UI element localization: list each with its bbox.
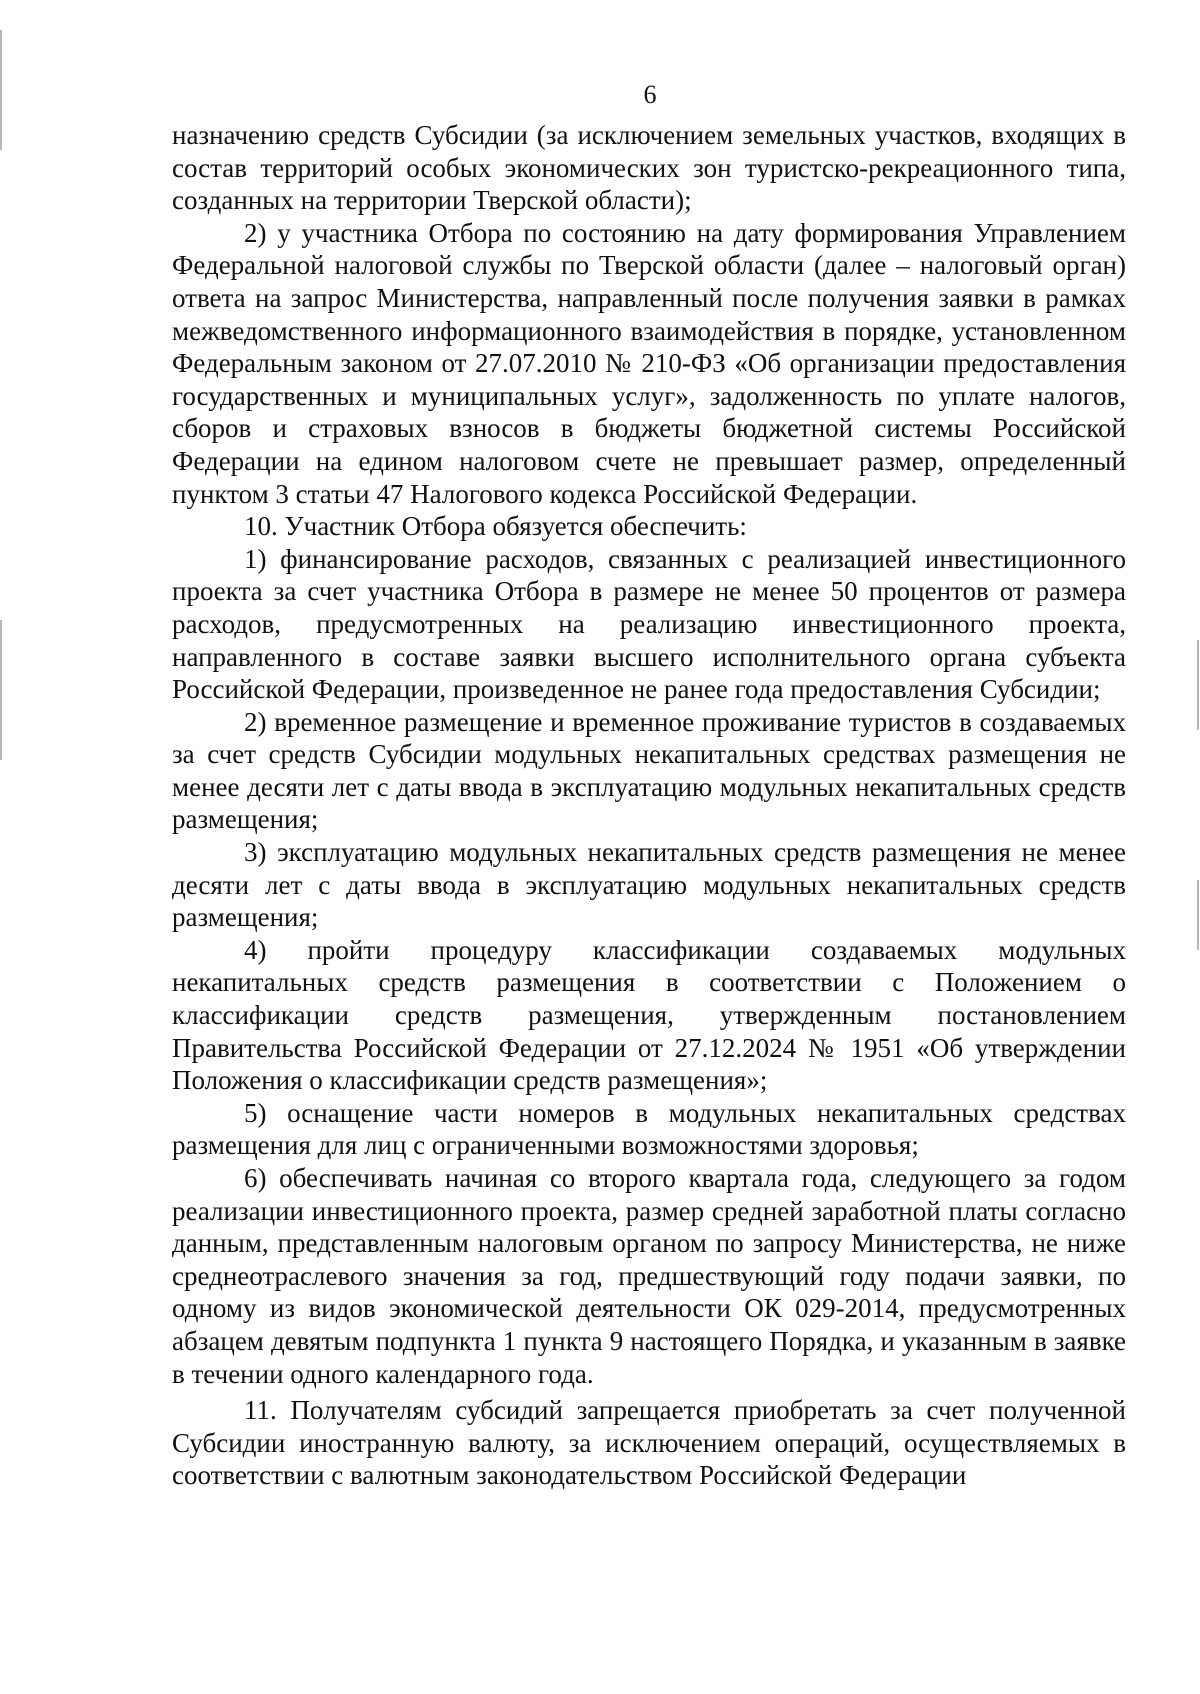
paragraph: 10. Участник Отбора обязуется обеспечить: — [244, 511, 747, 542]
paragraph: 6) обеспечивать начиная со второго квартала года, следующего за годом реализации инвестиционного проекта, размер средней заработной платы согласно данным, представленным налоговым органом по запросу Министерства, не ниже среднеотраслевого значения за год, предшествующий году подачи заявки, по одному из видов экономической деятельности ОК 029-2014, предусмотренных абзацем девятым подпункта 1 пункта 9 настоящего Порядка, и указанным в заявке в течении одного календарного года. — [172, 1163, 1126, 1389]
paragraph: 2) временное размещение и временное проживание туристов в создаваемых за счет средств Субсидии модульных некапитальных средствах размещения не менее десяти лет с даты ввода в эксплуатацию модульных некапитальных средств размещения; — [172, 706, 1126, 835]
page-number: 6 — [643, 80, 657, 109]
paragraph: 4) пройти процедуру классификации создаваемых модульных некапитальных средств размещения в соответствии с Положением о классификации средств размещения, утвержденным постановлением Правительства Российской Федерации от 27.12.2024 № 1951 «Об утверждении Положения о классификации средств размещения»; — [172, 934, 1126, 1096]
paragraph: 1) финансирование расходов, связанных с реализацией инвестиционного проекта за счет участника Отбора в размере не менее 50 процентов от размера расходов, предусмотренных на реализацию инвестиционного проекта, направленного в составе заявки высшего исполнительного органа субъекта Российской Федерации, произведенное не ранее года предоставления Субсидии; — [172, 543, 1126, 705]
paragraph: 3) эксплуатацию модульных некапитальных средств размещения не менее десяти лет с даты ввода в эксплуатацию модульных некапитальных средств размещения; — [172, 837, 1126, 933]
document-body — [172, 119, 1126, 1492]
paragraph: назначению средств Субсидии (за исключением земельных участков, входящих в состав территорий особых экономических зон туристско-рекреационного типа, созданных на территории Тверской области); — [172, 120, 1126, 216]
scan-edge-mark — [0, 620, 2, 760]
scan-edge-mark — [1197, 880, 1199, 950]
paragraph: 5) оснащение части номеров в модульных некапитальных средствах размещения для лиц с ограниченными возможностями здоровья; — [172, 1097, 1126, 1161]
scan-edge-mark — [1197, 640, 1199, 730]
paragraph: 2) у участника Отбора по состоянию на дату формирования Управлением Федеральной налоговой службы по Тверской области (далее – налоговый орган) ответа на запрос Министерства, направленный после получения заявки в рамках межведомственного информационного взаимодействия в порядке, установленном Федеральным законом от 27.07.2010 № 210-ФЗ «Об организации предоставления государственных и муниципальных услуг», задолженность по уплате налогов, сборов и страховых взносов в бюджеты бюджетной системы Российской Федерации на едином налоговом счете не превышает размер, определенный пунктом 3 статьи 47 Налогового кодекса Российской Федерации. — [172, 217, 1126, 509]
paragraph: 11. Получателям субсидий запрещается приобретать за счет полученной Субсидии иностранную валюту, за исключением операций, осуществляемых в соответствии с валютным законодательством Российской Федерации — [172, 1395, 1126, 1491]
